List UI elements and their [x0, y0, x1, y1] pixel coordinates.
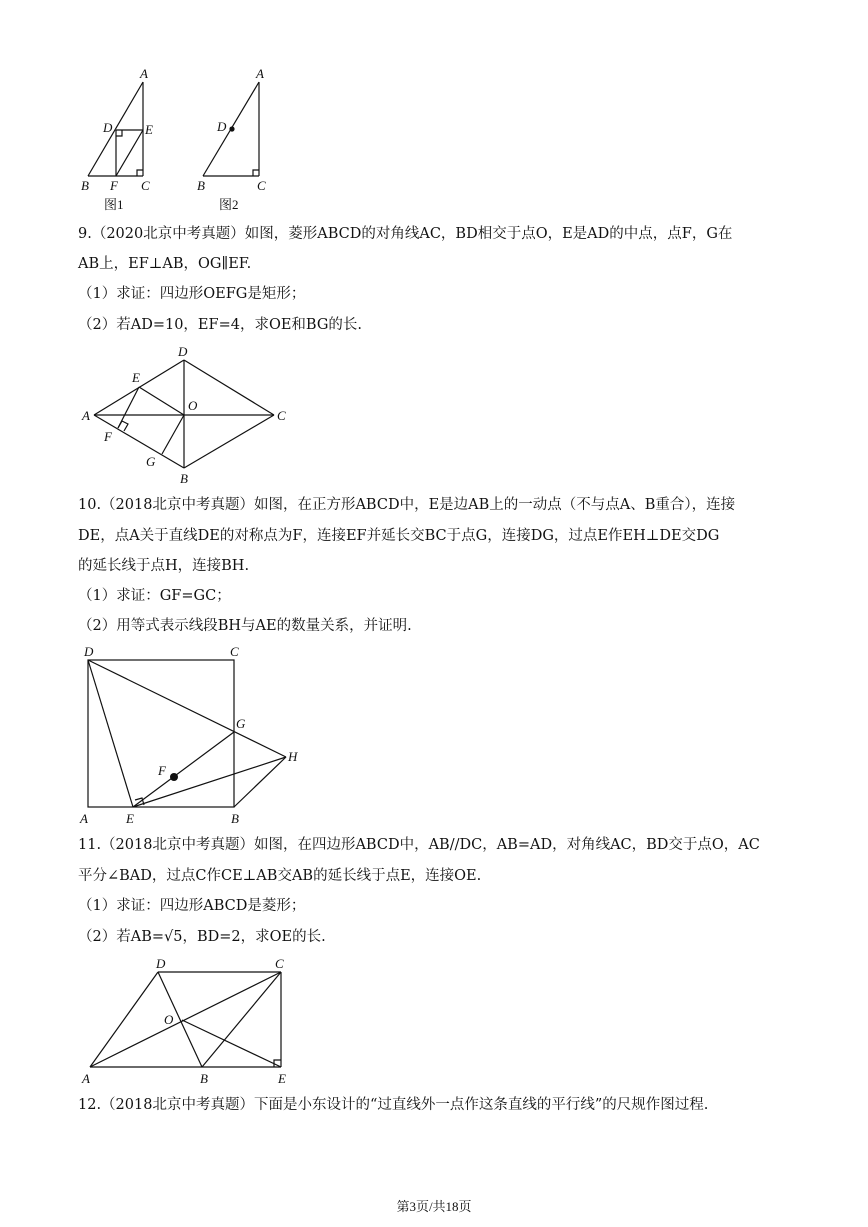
fig1-caption: 图1 [104, 197, 124, 212]
q11-figure [78, 952, 308, 1090]
fig1-label-E: E [145, 122, 153, 137]
q10-label-E: E [126, 811, 134, 826]
q11-line2: 平分∠BAD，过点C作CE⊥AB交AB的延长线于点E，连接OE. [78, 868, 482, 884]
q10-label-A: A [80, 811, 88, 826]
q11-line1: 11.（2018北京中考真题）如图，在四边形ABCD中，AB//DC，AB=AD，对角线AC，BD交于点O，AC [78, 837, 760, 853]
q10-line2: DE，点A关于直线DE的对称点为F，连接EF并延长交BC于点G，连接DG，过点E作EH⊥DE交DG [78, 528, 720, 544]
fig1-label-F: F [110, 178, 118, 193]
fig2-caption: 图2 [219, 197, 239, 212]
q11-part1: （1）求证：四边形ABCD是菱形； [78, 898, 306, 914]
q11-label-E: E [278, 1071, 286, 1086]
fig2-label-C: C [257, 178, 266, 193]
q9-label-D: D [178, 344, 188, 359]
q9-label-A: A [82, 408, 90, 423]
figure-1-2 [78, 62, 288, 214]
fig1-label-A: A [140, 66, 148, 81]
q9-label-E: E [132, 370, 140, 385]
q10-label-B: B [231, 811, 239, 826]
q9-line1: 9.（2020北京中考真题）如图，菱形ABCD的对角线AC，BD相交于点O，E是AD的中点，点F，G在 [78, 226, 733, 242]
fig2-label-A: A [256, 66, 264, 81]
fig2-label-B: B [197, 178, 205, 193]
q9-figure [78, 340, 298, 488]
q10-label-H: H [288, 749, 298, 764]
q11-part2: （2）若AB=√5，BD=2，求OE的长. [78, 929, 326, 945]
q9-part2: （2）若AD=10，EF=4，求OE和BG的长. [78, 317, 363, 333]
q11-label-B: B [200, 1071, 208, 1086]
q12-line1: 12.（2018北京中考真题）下面是小东设计的“过直线外一点作这条直线的平行线”的尺规作图过程. [78, 1097, 709, 1113]
q9-label-C: C [277, 408, 286, 423]
q10-part1: （1）求证：GF=GC； [78, 588, 231, 604]
page-footer: 第3页/共18页 [396, 1199, 472, 1214]
q10-label-G: G [236, 716, 246, 731]
q10-line1: 10.（2018北京中考真题）如图，在正方形ABCD中，E是边AB上的一动点（不与点A、B重合），连接 [78, 497, 736, 513]
q9-line2: AB上，EF⊥AB，OG∥EF. [78, 256, 252, 272]
fig1-label-C: C [141, 178, 150, 193]
fig2-label-D: D [217, 119, 227, 134]
q9-label-B: B [180, 471, 188, 486]
q10-label-C: C [230, 644, 239, 659]
q10-part2: （2）用等式表示线段BH与AE的数量关系，并证明. [78, 618, 412, 634]
q10-label-D: D [84, 644, 94, 659]
q9-label-O: O [188, 398, 198, 413]
fig1-label-B: B [81, 178, 89, 193]
q10-label-F: F [158, 763, 166, 778]
q11-label-C: C [275, 956, 284, 971]
q11-label-A: A [82, 1071, 90, 1086]
fig1-label-D: D [103, 120, 113, 135]
q9-label-F: F [104, 429, 112, 444]
q11-label-O: O [164, 1012, 174, 1027]
q9-part1: （1）求证：四边形OEFG是矩形； [78, 286, 306, 302]
q10-line3: 的延长线于点H，连接BH. [78, 558, 250, 574]
q11-label-D: D [156, 956, 166, 971]
q9-label-G: G [146, 454, 156, 469]
q10-figure [78, 640, 318, 830]
